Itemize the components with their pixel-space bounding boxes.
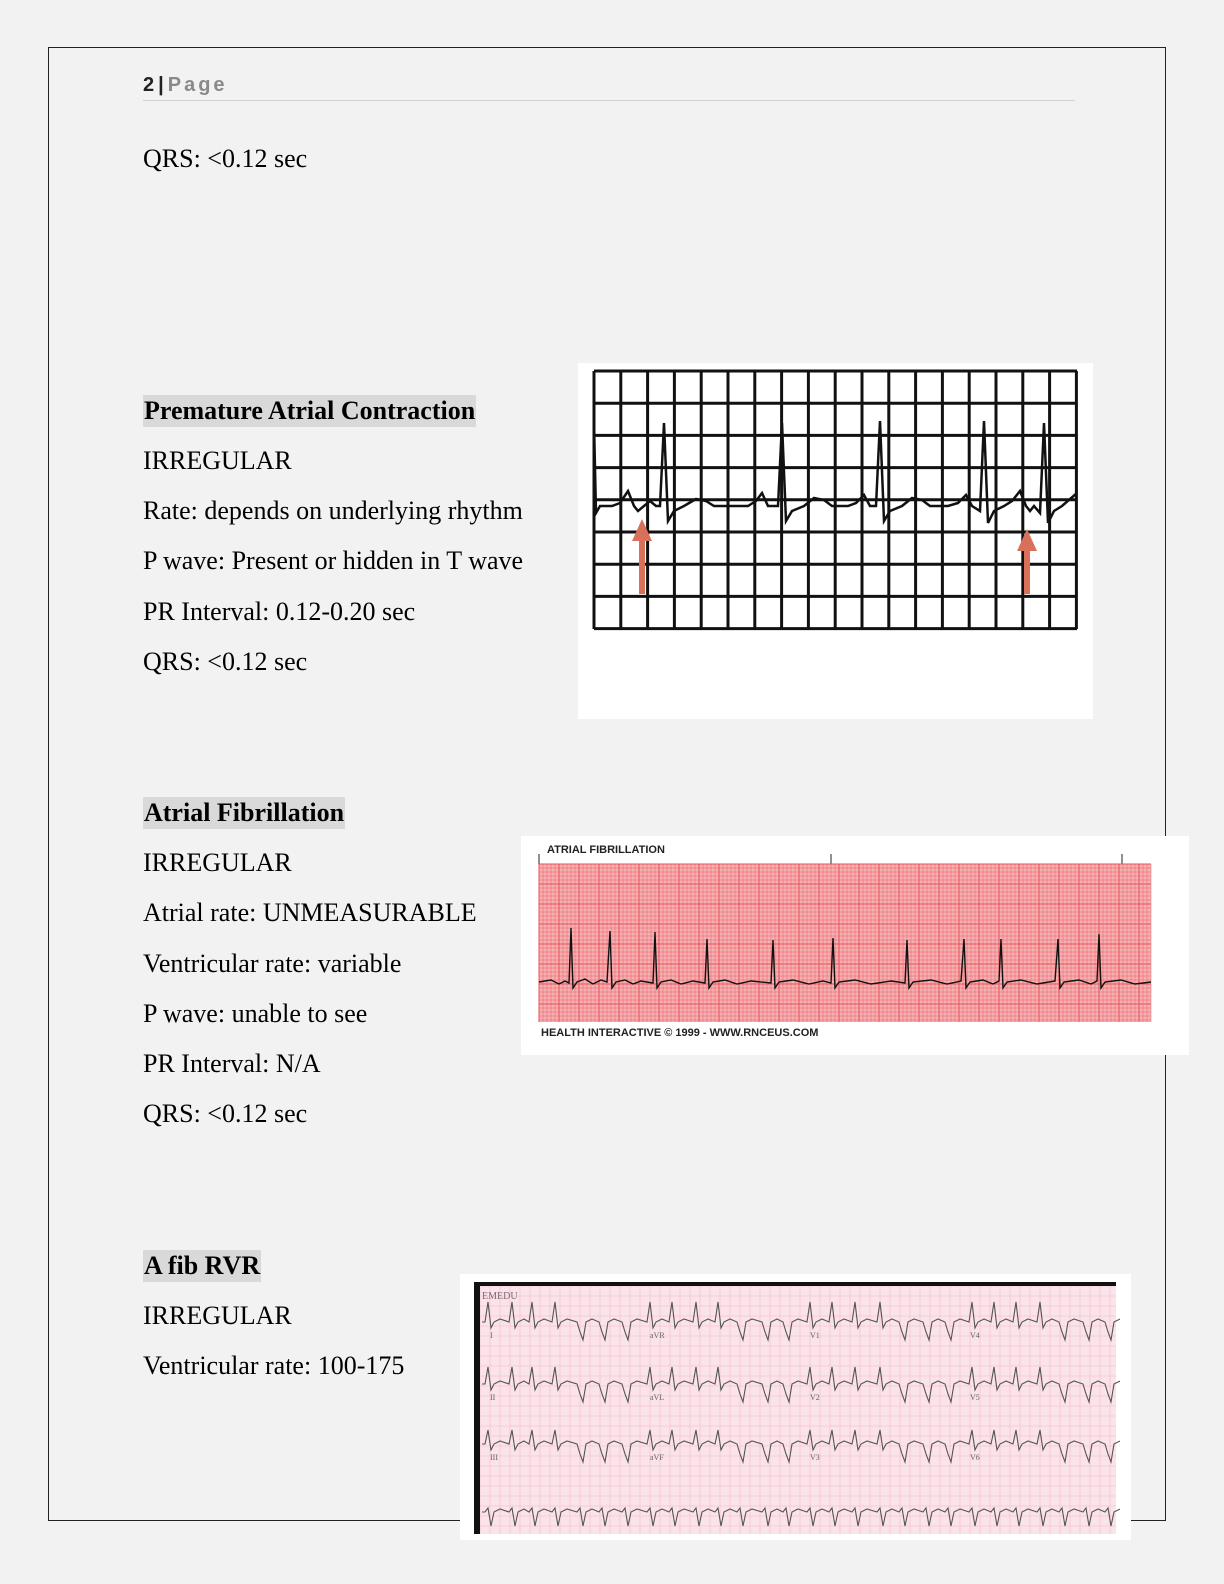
afib-rvr-regularity: IRREGULAR [143,1301,292,1330]
afib-ecg-figure [521,836,1189,1055]
page-word: Page [167,74,228,96]
afib-rvr-ventricular-rate: Ventricular rate: 100-175 [143,1351,405,1380]
rvr-lead-label: V6 [970,1453,980,1462]
pac-ecg-figure [578,363,1093,719]
rvr-lead-label: V5 [970,1393,980,1402]
pac-heading: Premature Atrial Contraction [144,396,476,425]
pac-p-wave: P wave: Present or hidden in T wave [143,546,524,575]
afib-rvr-12-lead [460,1274,1131,1540]
afib-regularity: IRREGULAR [143,848,292,877]
pac-ecg-strip [578,363,1093,719]
afib-ventricular-rate: Ventricular rate: variable [143,949,402,978]
afib-p-wave: P wave: unable to see [143,999,368,1028]
afib-heading: Atrial Fibrillation [144,798,345,827]
rvr-left-border [474,1282,480,1534]
afib-pr-interval: PR Interval: N/A [143,1049,321,1078]
afib-ecg-strip [521,836,1189,1055]
page-header [143,72,1075,101]
rvr-lead-label: V3 [810,1453,820,1462]
rvr-top-border [474,1282,1116,1286]
afib-strip-title: ATRIAL FIBRILLATION [547,844,665,856]
rvr-lead-label: II [490,1393,496,1402]
top-qrs: QRS: <0.12 sec [143,144,308,173]
afib-strip-credit: HEALTH INTERACTIVE © 1999 - WWW.RNCEUS.COM [541,1027,819,1039]
rvr-lead-label: aVR [650,1331,665,1340]
rvr-lead-label: III [490,1453,498,1462]
rvr-lead-label: aVF [650,1453,664,1462]
pac-pr-interval: PR Interval: 0.12-0.20 sec [143,597,416,626]
rvr-lead-label: I [490,1331,493,1340]
rvr-lead-label: V2 [810,1393,820,1402]
afib-rvr-ecg-figure [460,1274,1131,1540]
pac-rate: Rate: depends on underlying rhythm [143,496,523,525]
rvr-lead-label: aVL [650,1393,665,1402]
page-number: 2 [143,74,155,96]
rvr-lead-label: V1 [810,1331,820,1340]
rvr-watermark: EMEDU [482,1291,518,1302]
afib-qrs: QRS: <0.12 sec [143,1099,308,1128]
afib-rvr-heading: A fib RVR [144,1251,261,1280]
pac-arrow-right [1017,529,1037,594]
header-separator: | [158,74,164,96]
afib-atrial-rate: Atrial rate: UNMEASURABLE [143,898,477,927]
pac-regularity: IRREGULAR [143,446,292,475]
rvr-lead-label: V4 [970,1331,980,1340]
pac-qrs: QRS: <0.12 sec [143,647,308,676]
